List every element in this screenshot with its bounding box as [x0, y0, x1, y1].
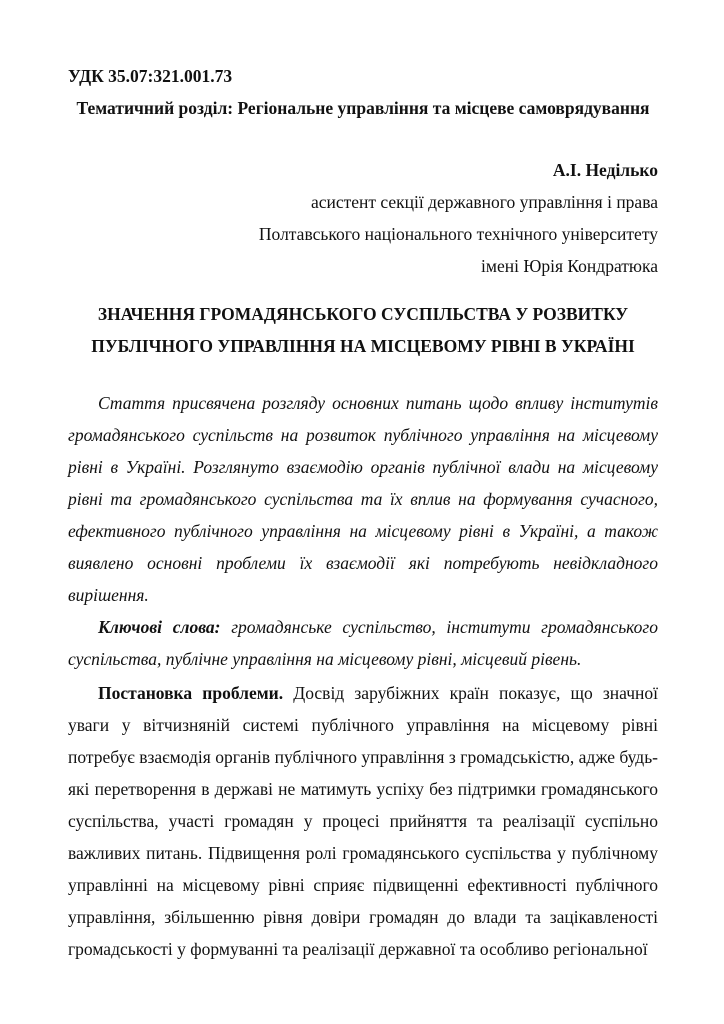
article-title — [68, 298, 658, 362]
keywords-text: громадянське суспільство, інститути громадянського суспільства, публічне управління на місцевому рівні, місцевий рівень. — [68, 617, 659, 669]
author-position: асистент секції державного управління і права — [310, 192, 658, 212]
problem-statement-paragraph — [68, 677, 658, 965]
udk-code: УДК 35.07:321.001.73 — [68, 66, 233, 86]
thematic-section: Тематичний розділ: Регіональне управління та місцеве самоврядування — [76, 98, 650, 118]
author-institution-line2: імені Юрія Кондратюка — [481, 256, 658, 276]
author-name: А.І. Неділько — [552, 160, 658, 180]
title-line-1: ЗНАЧЕННЯ ГРОМАДЯНСЬКОГО СУСПІЛЬСТВА У РОЗВИТКУ — [97, 304, 629, 324]
author-institution-line1: Полтавського національного технічного університету — [258, 224, 658, 244]
problem-statement-text: Досвід зарубіжних країн показує, що значної уваги у вітчизняній системі публічного управління на місцевому рівні потребує взаємодія органів публічного управління з громадськістю, адже будь-які перетворення в державі не матимуть успіху без підтримки громадянського суспільства, участі громадян у процесі прийняття та реалізації суспільно важливих питань. Підвищення ролі громадянського суспільства у публічному управлінні на місцевому рівні сприяє підвищенні ефективності публічного управління, збільшенню рівня довіри громадян до влади та зацікавленості громадськості у формуванні та реалізації державної та особливо регіональної — [68, 683, 659, 959]
keywords — [68, 611, 658, 675]
abstract-text: Стаття присвячена розгляду основних питань щодо впливу інститутів громадянського суспільств на розвиток публічного управління на місцевому рівні в Україні. Розглянуто взаємодію органів публічної влади на місцевому рівні та громадянського суспільства та їх вплив на формування сучасного, ефективного публічного управління на місцевому рівні в Україні, а також виявлено основні проблеми їх взаємодії які потребують невідкладного вирішення. — [68, 393, 658, 605]
body-section — [68, 677, 658, 965]
problem-statement-heading: Постановка проблеми. — [98, 683, 284, 703]
title-line-2: ПУБЛІЧНОГО УПРАВЛІННЯ НА МІСЦЕВОМУ РІВНІ В УКРАЇНІ — [91, 336, 635, 356]
abstract — [68, 387, 658, 675]
keywords-label: Ключові слова: — [98, 617, 221, 637]
author-block — [68, 154, 658, 282]
